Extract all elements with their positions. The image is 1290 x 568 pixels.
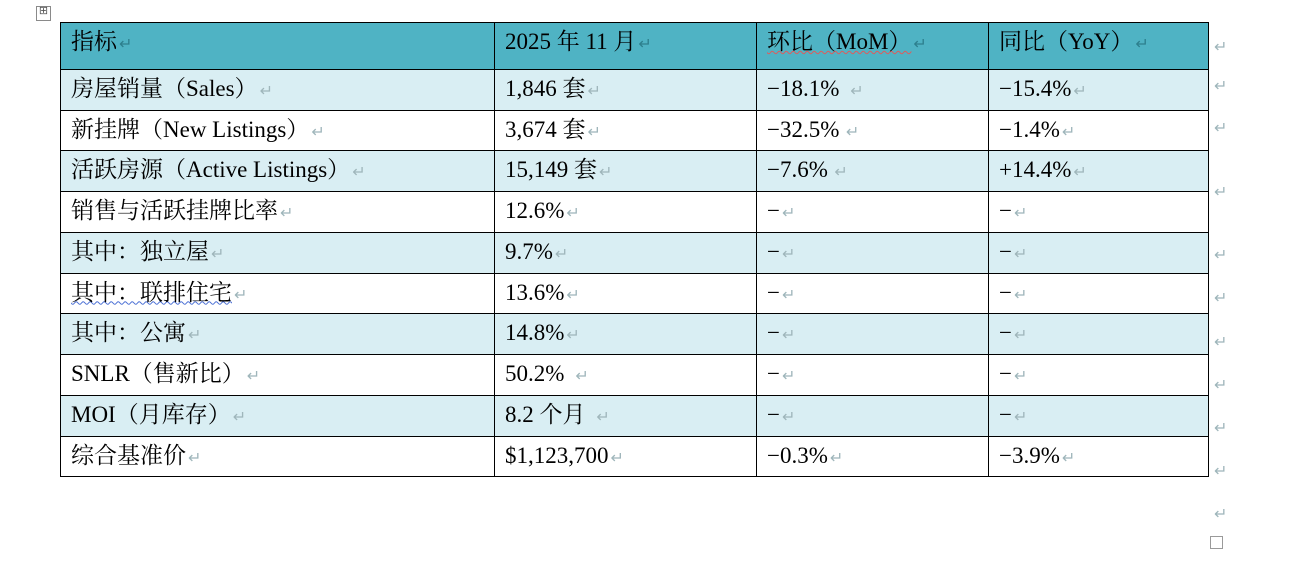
paragraph-mark: ↵ [781, 205, 796, 223]
paragraph-mark: ↵ [1214, 290, 1228, 307]
paragraph-mark: ↵ [1073, 164, 1087, 182]
paragraph-mark: ↵ [599, 164, 613, 182]
cell-metric: 综合基准价 ↵ [61, 436, 495, 477]
paragraph-mark: ↵ [1061, 123, 1076, 141]
column-header-metric: 指标 ↵ [61, 23, 495, 70]
table-row [61, 192, 1209, 233]
paragraph-mark: ↵ [587, 408, 610, 426]
cell-mom: −0.3% ↵ [757, 436, 989, 477]
cell-value: 14.8% ↵ [495, 314, 757, 355]
paragraph-mark: ↵ [1214, 463, 1228, 480]
cell-value: $1,123,700 ↵ [495, 436, 757, 477]
cell-mom: − ↵ [757, 395, 989, 436]
table-row [61, 232, 1209, 273]
column-header-period: 2025 年 11 月 ↵ [495, 23, 757, 70]
paragraph-mark: ↵ [1214, 120, 1228, 137]
cell-metric: SNLR（售新比） ↵ [61, 355, 495, 396]
paragraph-mark: ↵ [566, 327, 580, 345]
paragraph-mark: ↵ [188, 449, 202, 467]
cell-mom: − ↵ [757, 355, 989, 396]
paragraph-mark: ↵ [913, 36, 927, 53]
paragraph-mark: ↵ [610, 449, 624, 467]
paragraph-mark: ↵ [781, 327, 796, 345]
cell-yoy: − ↵ [989, 192, 1209, 233]
paragraph-mark: ↵ [1013, 245, 1028, 263]
paragraph-mark: ↵ [280, 205, 294, 223]
paragraph-mark: ↵ [841, 123, 860, 141]
cell-metric: 新挂牌（New Listings） ↵ [61, 110, 495, 151]
paragraph-mark: ↵ [1013, 205, 1028, 223]
cell-yoy: − ↵ [989, 395, 1209, 436]
cell-mom: − ↵ [757, 273, 989, 314]
paragraph-mark: ↵ [829, 449, 844, 467]
cell-value: 13.6% ↵ [495, 273, 757, 314]
paragraph-mark: ↵ [587, 83, 601, 100]
cell-value: 12.6% ↵ [495, 192, 757, 233]
paragraph-mark: ↵ [246, 368, 261, 386]
cell-metric: MOI（月库存） ↵ [61, 395, 495, 436]
table-header [61, 23, 1209, 70]
paragraph-mark: ↵ [841, 83, 864, 100]
table-move-handle[interactable] [36, 6, 51, 21]
paragraph-mark: ↵ [1013, 327, 1028, 345]
cell-mom: − ↵ [757, 192, 989, 233]
paragraph-mark: ↵ [638, 36, 652, 53]
table-move-handle-glyph: ⊞ [38, 5, 49, 17]
cell-yoy: − ↵ [989, 355, 1209, 396]
cell-metric: 其中：联排住宅 ↵ [61, 273, 495, 314]
table-row [61, 314, 1209, 355]
table-row [61, 70, 1209, 111]
paragraph-mark: ↵ [1214, 506, 1228, 523]
paragraph-mark: ↵ [352, 164, 366, 182]
paragraph-mark: ↵ [1013, 408, 1028, 426]
cell-metric: 其中：独立屋 ↵ [61, 232, 495, 273]
cell-mom: − ↵ [757, 232, 989, 273]
cell-mom: −32.5% ↵ [757, 110, 989, 151]
paragraph-mark: ↵ [781, 368, 796, 386]
paragraph-mark: ↵ [1013, 286, 1028, 304]
paragraph-mark: ↵ [781, 286, 796, 304]
real-estate-metrics-table [60, 22, 1209, 477]
paragraph-mark: ↵ [566, 368, 589, 386]
cell-value: 50.2% ↵ [495, 355, 757, 396]
paragraph-mark: ↵ [1214, 420, 1228, 437]
paragraph-mark: ↵ [1214, 334, 1228, 351]
paragraph-mark: ↵ [1214, 78, 1228, 95]
table-row [61, 151, 1209, 192]
paragraph-mark: ↵ [1061, 449, 1076, 467]
paragraph-mark: ↵ [1214, 247, 1228, 264]
paragraph-mark: ↵ [1214, 39, 1228, 56]
cell-mom: −7.6% ↵ [757, 151, 989, 192]
table-row [61, 110, 1209, 151]
cell-yoy: −1.4% ↵ [989, 110, 1209, 151]
paragraph-mark: ↵ [1073, 83, 1087, 100]
table-row [61, 355, 1209, 396]
outside-paragraph-marks [1214, 22, 1238, 534]
cell-metric: 其中：公寓 ↵ [61, 314, 495, 355]
table-resize-handle[interactable] [1210, 536, 1223, 549]
cell-yoy: −15.4% ↵ [989, 70, 1209, 111]
cell-metric: 房屋销量（Sales） ↵ [61, 70, 495, 111]
cell-value: 3,674 套 ↵ [495, 110, 757, 151]
paragraph-mark: ↵ [1214, 377, 1228, 394]
table-header-row [61, 23, 1209, 70]
cell-yoy: − ↵ [989, 232, 1209, 273]
paragraph-mark: ↵ [781, 408, 796, 426]
cell-yoy: +14.4% ↵ [989, 151, 1209, 192]
cell-metric: 活跃房源（Active Listings） ↵ [61, 151, 495, 192]
cell-mom: −18.1% ↵ [757, 70, 989, 111]
cell-yoy: −3.9% ↵ [989, 436, 1209, 477]
cell-mom: − ↵ [757, 314, 989, 355]
paragraph-mark: ↵ [188, 327, 202, 345]
paragraph-mark: ↵ [311, 123, 325, 141]
table-row [61, 273, 1209, 314]
cell-value: 8.2 个月 ↵ [495, 395, 757, 436]
paragraph-mark: ↵ [234, 286, 248, 304]
paragraph-mark: ↵ [566, 205, 580, 223]
table-row [61, 395, 1209, 436]
paragraph-mark: ↵ [119, 36, 133, 53]
paragraph-mark: ↵ [566, 286, 580, 304]
cell-metric: 销售与活跃挂牌比率 ↵ [61, 192, 495, 233]
column-header-mom: 环比（MoM） ↵ [757, 23, 989, 70]
paragraph-mark: ↵ [587, 123, 601, 141]
paragraph-mark: ↵ [1013, 368, 1028, 386]
cell-value: 1,846 套 ↵ [495, 70, 757, 111]
paragraph-mark: ↵ [232, 408, 247, 426]
paragraph-mark: ↵ [554, 245, 569, 263]
paragraph-mark: ↵ [781, 245, 796, 263]
paragraph-mark: ↵ [829, 164, 848, 182]
table-body [61, 70, 1209, 477]
paragraph-mark: ↵ [259, 83, 273, 100]
cell-value: 9.7% ↵ [495, 232, 757, 273]
paragraph-mark: ↵ [1135, 36, 1149, 53]
cell-yoy: − ↵ [989, 314, 1209, 355]
paragraph-mark: ↵ [1214, 184, 1228, 201]
column-header-yoy: 同比（YoY） ↵ [989, 23, 1209, 70]
cell-value: 15,149 套 ↵ [495, 151, 757, 192]
paragraph-mark: ↵ [211, 245, 225, 263]
table-row [61, 436, 1209, 477]
cell-yoy: − ↵ [989, 273, 1209, 314]
